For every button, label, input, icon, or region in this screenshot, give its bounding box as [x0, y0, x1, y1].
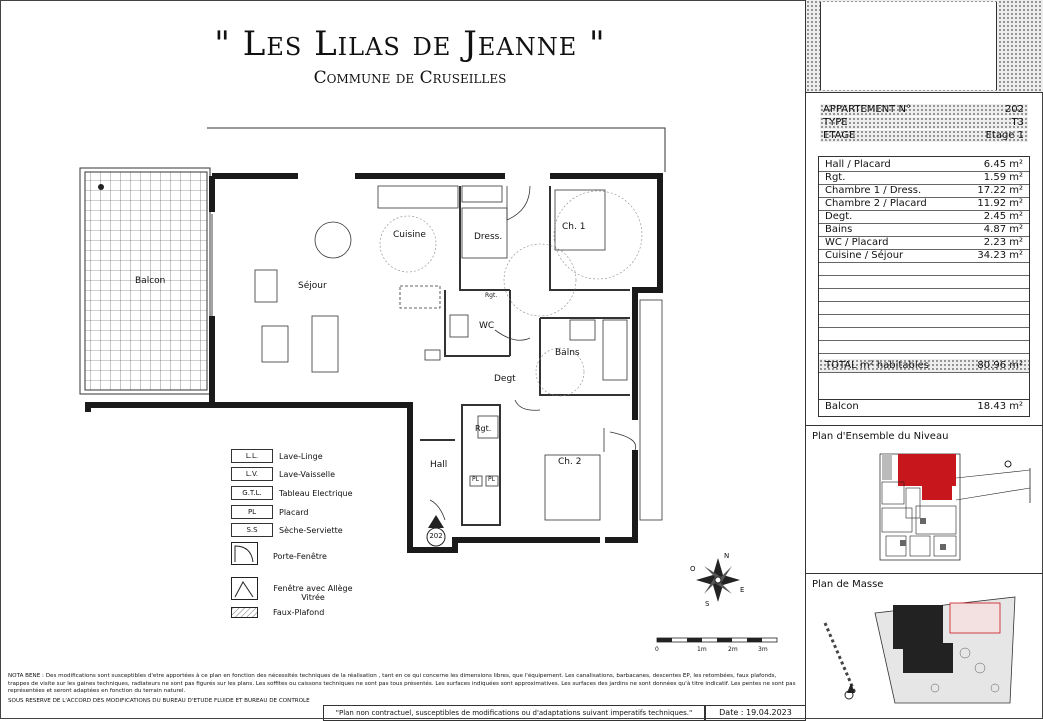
legend-code-ss: S.S — [231, 523, 273, 537]
surface-total: TOTAL m² habitables 80.96 m² — [819, 359, 1029, 373]
surface-row: Hall / Placard 6.45 m² — [819, 158, 1029, 172]
compass-rose — [696, 558, 740, 602]
plan-masse-title: Plan de Masse — [812, 579, 884, 590]
legend-label-gtl: Tableau Electrique — [279, 489, 353, 498]
compass-e: E — [740, 586, 745, 594]
legend-label-fenetre: Fenêtre avec Allège Vitrée — [273, 584, 353, 602]
scale-label-1: 1m — [697, 646, 707, 653]
legend-label-porte-fenetre: Porte-Fenêtre — [273, 552, 327, 561]
surface-row: Bains 4.87 m² — [819, 223, 1029, 237]
plan-niveau-drawing — [870, 448, 1040, 568]
legend-label-ll: Lave-Linge — [279, 452, 323, 461]
info-appartement: APPARTEMENT N° 202 — [820, 104, 1028, 116]
page-subtitle: Commune de Cruseilles — [313, 68, 507, 88]
surface-row: Chambre 2 / Placard 11.92 m² — [819, 197, 1029, 211]
footer-date: Date : 19.04.2023 — [705, 705, 806, 721]
room-label-ch2: Ch. 2 — [558, 457, 582, 467]
scale-label-0: 0 — [655, 646, 659, 653]
plan-niveau-title: Plan d'Ensemble du Niveau — [812, 431, 949, 442]
scale-label-3: 3m — [758, 646, 768, 653]
floor-plan — [0, 100, 800, 660]
scale-label-2: 2m — [728, 646, 738, 653]
compass-o: O — [690, 565, 696, 573]
compass-n: N — [724, 552, 730, 560]
surface-balcon: Balcon 18.43 m² — [819, 399, 1029, 413]
info-etage: ETAGE Etage 1 — [820, 130, 1028, 142]
nota-bene: NOTA BENE : Des modifications sont susceptibles d'etre apportées à ce plan en fonction des nécessités techniques de la réalisation , tant en ce qui concerne les dimensions libres, que l'équipement. Les canalisations, barbacanes, descentes EP, les retombées, faux plafonds, trappes de visite sur les gaines techniques, radiateurs ne sont pas figurés sur les plans. Les soffites ou caissons techniques ne sont pas tous présentés. Les surfaces indiquées sont approximatives. Les surfaces des jardins ne sont données qu'à titre indicatif. Les pentes ne sont pas représentées et seront adaptées en fonction du terrain naturel. SOUS RESERVE DE L'ACCORD DES MODIFICATIONS DU BUREAU D'ETUDE FLUIDE ET BUREAU DE CONTROLE — [8, 673, 796, 704]
surface-row: WC / Placard 2.23 m² — [819, 236, 1029, 250]
legend-code-ll: L.L. — [231, 449, 273, 463]
apt-number-marker: 202 — [429, 532, 443, 540]
logo-box — [820, 2, 997, 90]
legend-code-lv: L.V. — [231, 467, 273, 481]
legend-label-lv: Lave-Vaisselle — [279, 470, 336, 479]
surface-row: Chambre 1 / Dress. 17.22 m² — [819, 184, 1029, 198]
surface-row: Cuisine / Séjour 34.23 m² — [819, 249, 1029, 263]
surfaces-table — [818, 156, 1030, 417]
room-label-hall: Hall — [430, 460, 448, 470]
plan-masse-drawing — [815, 593, 1037, 705]
placard-label-2: PL — [488, 476, 495, 483]
room-label-degt: Degt — [494, 374, 516, 384]
surface-row: Rgt. 1.59 m² — [819, 171, 1029, 185]
page-title: " Les Lilas de Jeanne " — [214, 24, 606, 64]
room-label-bains: Bains — [555, 348, 580, 358]
legend-symbols — [231, 542, 271, 624]
legend-code-pl: PL — [231, 505, 273, 519]
legend-label-ss: Sèche-Serviette — [279, 526, 343, 535]
footer-disclaimer: "Plan non contractuel, susceptibles de modifications ou d'adaptations suivant imperatifs techniques." — [323, 705, 705, 721]
room-label-sejour: Séjour — [298, 281, 327, 291]
surface-row: Degt. 2.45 m² — [819, 210, 1029, 224]
legend-code-gtl: G.T.L. — [231, 486, 273, 500]
legend-label-pl: Placard — [279, 508, 309, 517]
room-label-cuisine: Cuisine — [393, 230, 426, 240]
room-label-ch1: Ch. 1 — [562, 222, 586, 232]
scale-bar — [657, 638, 777, 642]
placard-label-1: PL — [472, 476, 479, 483]
info-type: TYPE T3 — [820, 117, 1028, 129]
room-label-wc: WC — [479, 321, 495, 331]
room-label-balcon: Balcon — [135, 276, 166, 286]
compass-s: S — [705, 600, 710, 608]
room-label-dress: Dress. — [474, 232, 503, 242]
legend-label-faux-plafond: Faux-Plafond — [273, 608, 325, 617]
room-label-rgt-small: Rgt. — [485, 292, 498, 299]
room-label-rgt: Rgt. — [475, 424, 492, 433]
